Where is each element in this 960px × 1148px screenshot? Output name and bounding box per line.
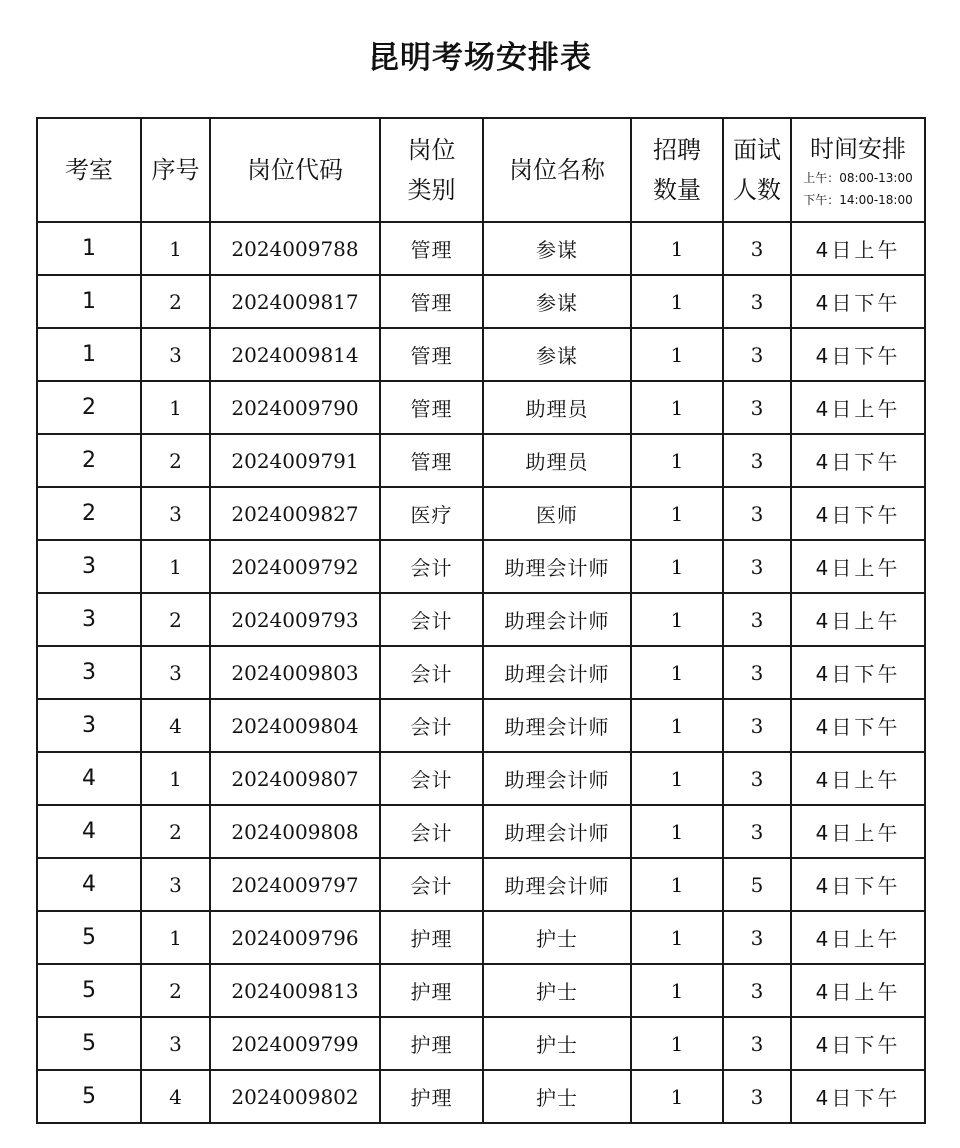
cell-code: 2024009808 <box>210 805 380 858</box>
cell-room: 2 <box>37 381 141 434</box>
cell-category: 会计 <box>380 540 483 593</box>
cell-room: 1 <box>37 328 141 381</box>
header-time-morning: 上午：08:00-13:00 <box>803 171 913 185</box>
cell-time: 4日上午 <box>791 805 925 858</box>
cell-room: 5 <box>37 1070 141 1123</box>
cell-room: 1 <box>37 222 141 275</box>
cell-seq: 4 <box>141 699 210 752</box>
cell-quota: 1 <box>631 487 723 540</box>
cell-room: 5 <box>37 964 141 1017</box>
cell-category: 会计 <box>380 699 483 752</box>
cell-seq: 2 <box>141 964 210 1017</box>
cell-category: 管理 <box>380 434 483 487</box>
cell-time: 4日下午 <box>791 487 925 540</box>
cell-category: 会计 <box>380 593 483 646</box>
table-body <box>37 222 925 1123</box>
header-seq: 序号 <box>141 118 210 222</box>
cell-seq: 3 <box>141 1017 210 1070</box>
cell-name: 助理会计师 <box>483 699 631 752</box>
cell-interviewees: 3 <box>723 699 791 752</box>
cell-time: 4日下午 <box>791 858 925 911</box>
cell-seq: 3 <box>141 646 210 699</box>
header-room: 考室 <box>37 118 141 222</box>
header-time <box>791 118 925 222</box>
cell-code: 2024009804 <box>210 699 380 752</box>
cell-seq: 3 <box>141 858 210 911</box>
header-name: 岗位名称 <box>483 118 631 222</box>
cell-quota: 1 <box>631 752 723 805</box>
cell-time: 4日下午 <box>791 328 925 381</box>
page-title: 昆明考场安排表 <box>368 40 592 76</box>
cell-name: 助理员 <box>483 381 631 434</box>
table-row <box>37 275 925 328</box>
cell-quota: 1 <box>631 1017 723 1070</box>
cell-seq: 1 <box>141 752 210 805</box>
cell-interviewees: 3 <box>723 911 791 964</box>
cell-time: 4日上午 <box>791 222 925 275</box>
cell-time: 4日上午 <box>791 381 925 434</box>
cell-code: 2024009802 <box>210 1070 380 1123</box>
header-code: 岗位代码 <box>210 118 380 222</box>
table-row <box>37 222 925 275</box>
cell-name: 助理会计师 <box>483 752 631 805</box>
cell-interviewees: 3 <box>723 752 791 805</box>
cell-name: 助理会计师 <box>483 540 631 593</box>
schedule-table <box>36 117 926 1124</box>
cell-room: 4 <box>37 752 141 805</box>
cell-code: 2024009791 <box>210 434 380 487</box>
cell-code: 2024009796 <box>210 911 380 964</box>
table-row <box>37 487 925 540</box>
cell-code: 2024009803 <box>210 646 380 699</box>
cell-interviewees: 3 <box>723 222 791 275</box>
header-category <box>380 118 483 222</box>
cell-name: 助理会计师 <box>483 593 631 646</box>
cell-quota: 1 <box>631 593 723 646</box>
cell-interviewees: 3 <box>723 434 791 487</box>
cell-code: 2024009807 <box>210 752 380 805</box>
cell-name: 护士 <box>483 1017 631 1070</box>
cell-interviewees: 3 <box>723 1070 791 1123</box>
cell-category: 会计 <box>380 805 483 858</box>
cell-room: 2 <box>37 434 141 487</box>
cell-category: 会计 <box>380 858 483 911</box>
cell-code: 2024009797 <box>210 858 380 911</box>
cell-interviewees: 3 <box>723 275 791 328</box>
cell-seq: 2 <box>141 593 210 646</box>
cell-room: 4 <box>37 858 141 911</box>
cell-quota: 1 <box>631 540 723 593</box>
table-row <box>37 752 925 805</box>
header-category-line1: 岗位 <box>407 136 456 164</box>
cell-interviewees: 3 <box>723 1017 791 1070</box>
cell-category: 会计 <box>380 752 483 805</box>
table-row <box>37 858 925 911</box>
cell-room: 5 <box>37 911 141 964</box>
cell-name: 参谋 <box>483 328 631 381</box>
cell-interviewees: 3 <box>723 540 791 593</box>
cell-name: 助理会计师 <box>483 858 631 911</box>
cell-interviewees: 3 <box>723 487 791 540</box>
cell-quota: 1 <box>631 222 723 275</box>
header-time-afternoon: 下午：14:00-18:00 <box>803 193 913 207</box>
cell-interviewees: 3 <box>723 328 791 381</box>
cell-quota: 1 <box>631 1070 723 1123</box>
table-row <box>37 1017 925 1070</box>
cell-time: 4日下午 <box>791 1017 925 1070</box>
cell-category: 护理 <box>380 911 483 964</box>
cell-category: 医疗 <box>380 487 483 540</box>
cell-room: 1 <box>37 275 141 328</box>
cell-quota: 1 <box>631 275 723 328</box>
cell-name: 助理员 <box>483 434 631 487</box>
cell-interviewees: 3 <box>723 646 791 699</box>
cell-name: 助理会计师 <box>483 805 631 858</box>
cell-name: 医师 <box>483 487 631 540</box>
cell-category: 护理 <box>380 1070 483 1123</box>
header-quota-line1: 招聘 <box>653 136 701 164</box>
table-row <box>37 381 925 434</box>
cell-name: 护士 <box>483 911 631 964</box>
header-quota <box>631 118 723 222</box>
cell-interviewees: 3 <box>723 805 791 858</box>
cell-quota: 1 <box>631 328 723 381</box>
table-row <box>37 434 925 487</box>
cell-time: 4日下午 <box>791 1070 925 1123</box>
cell-code: 2024009793 <box>210 593 380 646</box>
header-interviewees-line2: 人数 <box>733 176 781 204</box>
cell-room: 3 <box>37 699 141 752</box>
cell-time: 4日上午 <box>791 752 925 805</box>
cell-time: 4日上午 <box>791 911 925 964</box>
cell-quota: 1 <box>631 964 723 1017</box>
cell-seq: 1 <box>141 381 210 434</box>
cell-room: 3 <box>37 646 141 699</box>
cell-seq: 2 <box>141 434 210 487</box>
table-row <box>37 911 925 964</box>
cell-quota: 1 <box>631 911 723 964</box>
cell-category: 护理 <box>380 964 483 1017</box>
table-row <box>37 328 925 381</box>
cell-time: 4日下午 <box>791 434 925 487</box>
cell-quota: 1 <box>631 381 723 434</box>
table-row <box>37 805 925 858</box>
table-row <box>37 964 925 1017</box>
cell-code: 2024009799 <box>210 1017 380 1070</box>
cell-time: 4日上午 <box>791 593 925 646</box>
cell-interviewees: 3 <box>723 964 791 1017</box>
cell-room: 3 <box>37 593 141 646</box>
cell-category: 管理 <box>380 328 483 381</box>
cell-code: 2024009814 <box>210 328 380 381</box>
cell-interviewees: 3 <box>723 593 791 646</box>
cell-code: 2024009792 <box>210 540 380 593</box>
cell-category: 护理 <box>380 1017 483 1070</box>
table-row <box>37 540 925 593</box>
cell-name: 护士 <box>483 1070 631 1123</box>
cell-quota: 1 <box>631 434 723 487</box>
cell-code: 2024009788 <box>210 222 380 275</box>
cell-room: 3 <box>37 540 141 593</box>
cell-code: 2024009813 <box>210 964 380 1017</box>
table-row <box>37 699 925 752</box>
cell-seq: 4 <box>141 1070 210 1123</box>
cell-time: 4日下午 <box>791 646 925 699</box>
table-row <box>37 593 925 646</box>
cell-code: 2024009790 <box>210 381 380 434</box>
header-time-label: 时间安排 <box>810 135 906 163</box>
cell-time: 4日上午 <box>791 964 925 1017</box>
cell-room: 5 <box>37 1017 141 1070</box>
cell-seq: 1 <box>141 911 210 964</box>
cell-time: 4日上午 <box>791 540 925 593</box>
cell-time: 4日下午 <box>791 275 925 328</box>
cell-interviewees: 5 <box>723 858 791 911</box>
table-row <box>37 1070 925 1123</box>
cell-seq: 3 <box>141 328 210 381</box>
cell-category: 管理 <box>380 381 483 434</box>
cell-name: 参谋 <box>483 275 631 328</box>
cell-seq: 2 <box>141 275 210 328</box>
cell-category: 管理 <box>380 275 483 328</box>
cell-seq: 1 <box>141 540 210 593</box>
header-interviewees-line1: 面试 <box>733 136 781 164</box>
cell-category: 管理 <box>380 222 483 275</box>
cell-quota: 1 <box>631 858 723 911</box>
cell-name: 护士 <box>483 964 631 1017</box>
table-header <box>37 118 925 222</box>
cell-category: 会计 <box>380 646 483 699</box>
cell-code: 2024009817 <box>210 275 380 328</box>
header-category-line2: 类别 <box>407 176 456 204</box>
cell-name: 助理会计师 <box>483 646 631 699</box>
cell-room: 2 <box>37 487 141 540</box>
cell-quota: 1 <box>631 646 723 699</box>
header-quota-line2: 数量 <box>653 176 701 204</box>
table-row <box>37 646 925 699</box>
cell-time: 4日下午 <box>791 699 925 752</box>
cell-quota: 1 <box>631 699 723 752</box>
cell-interviewees: 3 <box>723 381 791 434</box>
cell-seq: 2 <box>141 805 210 858</box>
cell-seq: 3 <box>141 487 210 540</box>
header-interviewees <box>723 118 791 222</box>
cell-name: 参谋 <box>483 222 631 275</box>
cell-room: 4 <box>37 805 141 858</box>
cell-seq: 1 <box>141 222 210 275</box>
cell-code: 2024009827 <box>210 487 380 540</box>
cell-quota: 1 <box>631 805 723 858</box>
